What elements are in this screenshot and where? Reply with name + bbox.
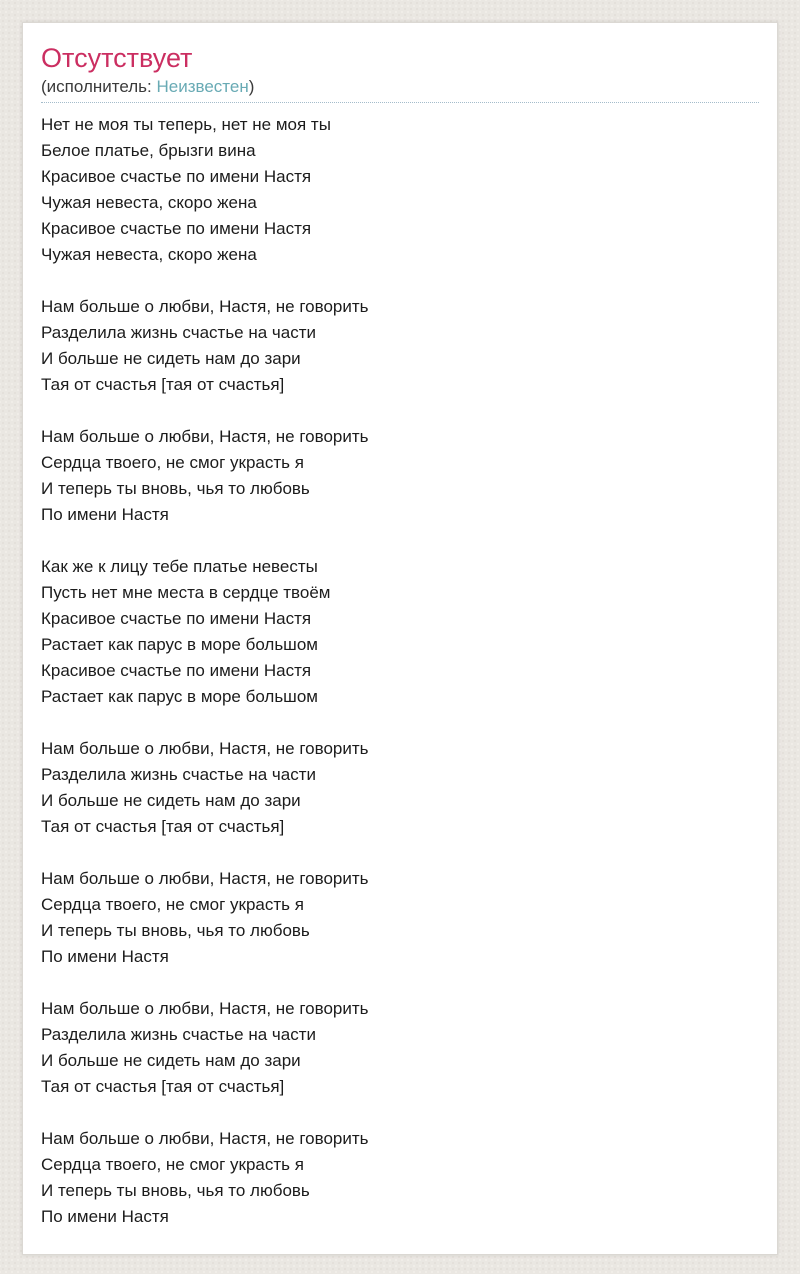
lyrics-line: И больше не сидеть нам до зари <box>41 349 301 368</box>
lyrics-text <box>41 112 759 1230</box>
lyrics-card <box>22 22 778 1255</box>
lyrics-line: По имени Настя <box>41 947 169 966</box>
lyrics-line: Чужая невеста, скоро жена <box>41 193 257 212</box>
lyrics-line: Чужая невеста, скоро жена <box>41 245 257 264</box>
lyrics-line: Нам больше о любви, Настя, не говорить <box>41 739 369 758</box>
artist-label-suffix: ) <box>248 77 255 96</box>
lyrics-line: Пусть нет мне места в сердце твоём <box>41 583 331 602</box>
lyrics-line: И теперь ты вновь, чья то любовь <box>41 479 310 498</box>
lyrics-line: Белое платье, брызги вина <box>41 141 256 160</box>
lyrics-line: Красивое счастье по имени Настя <box>41 167 312 186</box>
artist-line <box>41 76 759 97</box>
lyrics-line: Тая от счастья [тая от счастья] <box>41 375 285 394</box>
stanza <box>41 736 759 840</box>
lyrics-line: Тая от счастья [тая от счастья] <box>41 1077 285 1096</box>
lyrics-line: Разделила жизнь счастье на части <box>41 1025 317 1044</box>
lyrics-line: Сердца твоего, не смог украсть я <box>41 1155 304 1174</box>
stanza <box>41 1126 759 1230</box>
lyrics-line: Растает как парус в море большом <box>41 687 318 706</box>
lyrics-line: Сердца твоего, не смог украсть я <box>41 453 304 472</box>
song-title: Отсутствует <box>41 43 193 73</box>
lyrics-line: И теперь ты вновь, чья то любовь <box>41 1181 310 1200</box>
stanza <box>41 554 759 710</box>
lyrics-line: И теперь ты вновь, чья то любовь <box>41 921 310 940</box>
stanza <box>41 866 759 970</box>
lyrics-line: Красивое счастье по имени Настя <box>41 609 312 628</box>
lyrics-line: Нам больше о любви, Настя, не говорить <box>41 999 369 1018</box>
lyrics-line: Нам больше о любви, Настя, не говорить <box>41 427 369 446</box>
artist-link[interactable]: Неизвестен <box>156 77 249 96</box>
song-header <box>41 43 759 103</box>
lyrics-line: Тая от счастья [тая от счастья] <box>41 817 285 836</box>
lyrics-line: Нет не моя ты теперь, нет не моя ты <box>41 115 331 134</box>
lyrics-line: И больше не сидеть нам до зари <box>41 1051 301 1070</box>
lyrics-line: По имени Настя <box>41 505 169 524</box>
lyrics-line: Сердца твоего, не смог украсть я <box>41 895 304 914</box>
lyrics-line: И больше не сидеть нам до зари <box>41 791 301 810</box>
stanza <box>41 112 759 268</box>
stanza <box>41 424 759 528</box>
stanza <box>41 996 759 1100</box>
lyrics-line: Нам больше о любви, Настя, не говорить <box>41 297 369 316</box>
lyrics-line: Разделила жизнь счастье на части <box>41 765 317 784</box>
lyrics-line: Красивое счастье по имени Настя <box>41 661 312 680</box>
lyrics-line: Нам больше о любви, Настя, не говорить <box>41 1129 369 1148</box>
lyrics-line: Разделила жизнь счастье на части <box>41 323 317 342</box>
lyrics-line: Растает как парус в море большом <box>41 635 318 654</box>
lyrics-line: Как же к лицу тебе платье невесты <box>41 557 318 576</box>
lyrics-line: По имени Настя <box>41 1207 169 1226</box>
artist-label-prefix: (исполнитель: <box>41 77 157 96</box>
lyrics-line: Нам больше о любви, Настя, не говорить <box>41 869 369 888</box>
lyrics-line: Красивое счастье по имени Настя <box>41 219 312 238</box>
stanza <box>41 294 759 398</box>
